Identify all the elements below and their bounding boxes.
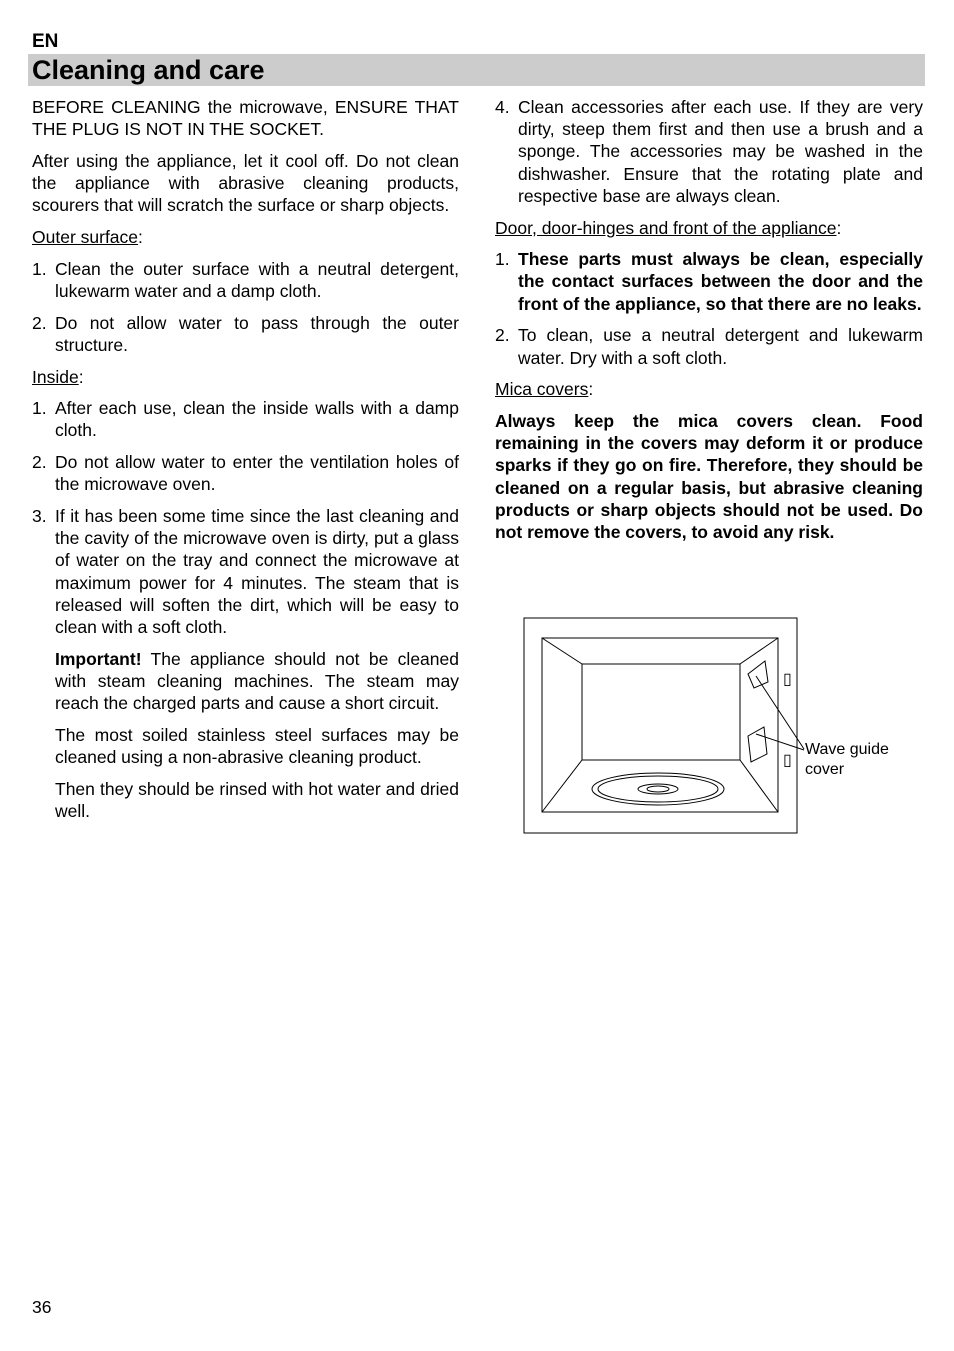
- list-text: These parts must always be clean, especially the contact surfaces between the door and the front of the appliance, so that there are no leaks.: [518, 249, 923, 314]
- upper-mica-cover: [748, 661, 768, 688]
- list-number: 4.: [495, 97, 510, 117]
- wave-guide-label: Wave guide: [805, 741, 889, 758]
- page-title: Cleaning and care: [32, 55, 265, 85]
- cover-label: cover: [805, 761, 845, 778]
- rinse-note: Then they should be rinsed with hot water and dried well.: [55, 778, 459, 821]
- list-item: [32, 451, 459, 495]
- cool-off-paragraph: After using the appliance, let it cool off. Do not clean the appliance with abrasive cleaning products, scourers that will scratch the surface or sharp objects.: [32, 150, 459, 216]
- list-item: [495, 96, 923, 207]
- important-text: The appliance should not be cleaned with steam cleaning machines. The steam may reach the charged parts and cause a short circuit.: [55, 648, 459, 714]
- lower-mica-cover: [748, 727, 767, 762]
- list-item: [32, 312, 459, 356]
- turntable: [592, 773, 724, 805]
- list-number: 1.: [32, 258, 47, 279]
- list-text: Do not allow water to enter the ventilation holes of the microwave oven.: [55, 452, 459, 495]
- mica-heading: Mica covers:: [495, 379, 594, 400]
- list-text: If it has been some time since the last cleaning and the cavity of the microwave oven is dirty, put a glass of water on the tray and connect the microwave at maximum power for 4 minutes. The steam that is released will soften the dirt, which will be easy to clean with a soft cloth.: [55, 506, 459, 638]
- cavity-back-wall: [582, 664, 740, 760]
- list-number: 1.: [32, 398, 47, 419]
- list-number: 2.: [32, 452, 47, 473]
- microwave-cavity-figure: [520, 616, 900, 838]
- unplug-warning: BEFORE CLEANING the microwave, ENSURE THAT THE PLUG IS NOT IN THE SOCKET.: [32, 97, 459, 140]
- list-number: 1.: [495, 249, 510, 270]
- list-text: Clean accessories after each use. If they are very dirty, steep them first and then use a brush and a sponge. The accessories may be washed in the dishwasher. Ensure that the rotating plate and respective base are always clean.: [518, 97, 923, 206]
- list-item: [495, 248, 923, 315]
- list-number: 2.: [32, 312, 47, 333]
- list-item: [32, 397, 459, 441]
- inside-heading: Inside:: [32, 366, 84, 387]
- list-text: Do not allow water to pass through the outer structure.: [55, 312, 459, 355]
- oven-outer-frame: [524, 618, 797, 833]
- list-text: After each use, clean the inside walls with a damp cloth.: [55, 398, 459, 441]
- list-text: To clean, use a neutral detergent and lukewarm water. Dry with a soft cloth.: [518, 325, 923, 368]
- important-label: Important!: [55, 648, 142, 669]
- soiled-surfaces-note: The most soiled stainless steel surfaces may be cleaned using a non-abrasive cleaning product.: [55, 724, 459, 768]
- list-number: 3.: [32, 506, 47, 527]
- outer-surface-heading: Outer surface:: [32, 227, 143, 248]
- list-item: [32, 258, 459, 302]
- language-code: EN: [32, 31, 59, 52]
- list-item: [495, 324, 923, 368]
- page-number: 36: [32, 1297, 52, 1317]
- microwave-diagram: [520, 616, 900, 838]
- marker-lower: ▯: [783, 752, 792, 769]
- marker-upper: ▯: [783, 671, 792, 688]
- title-bar: [28, 54, 925, 86]
- right-column: [495, 96, 923, 553]
- left-column: [32, 96, 459, 832]
- list-text: Clean the outer surface with a neutral detergent, lukewarm water and a damp cloth.: [55, 258, 459, 301]
- list-number: 2.: [495, 325, 510, 346]
- list-item: [32, 505, 459, 638]
- door-heading: Door, door-hinges and front of the appliance:: [495, 217, 842, 238]
- mica-warning: Always keep the mica covers clean. Food remaining in the covers may deform it or produce sparks if they go on fire. Therefore, they should be cleaned on a regular basis, but abrasive cleaning products or sharp objects should not be used. Do not remove the covers, to avoid any risk.: [495, 410, 923, 542]
- important-note: [32, 648, 459, 715]
